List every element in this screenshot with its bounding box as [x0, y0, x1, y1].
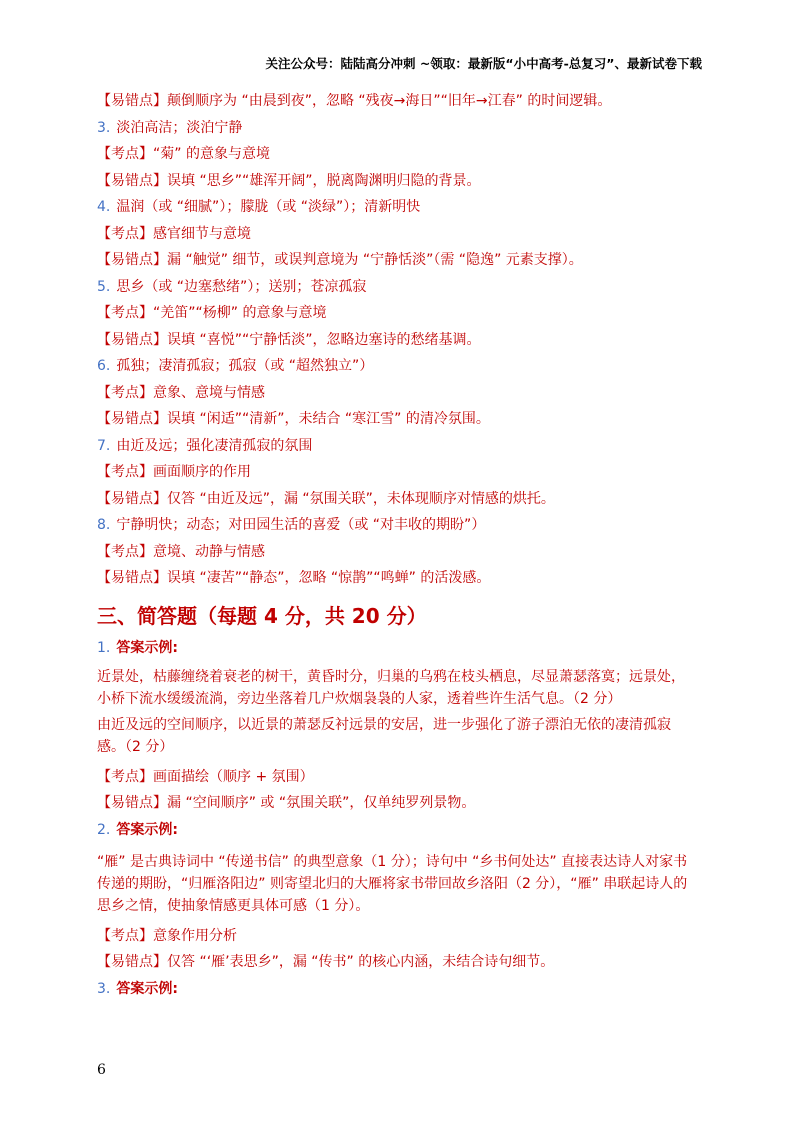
- answer-paragraph: “雁” 是古典诗词中 “传递书信” 的典型意象（1 分）；诗句中 “乡书何处达” 直接表达诗人对家书传递的期盼，“归雁洛阳边” 则寄望北归的大雁将家书带回故乡洛阳（2 分），“雁” 串联起诗人的思乡之情，使抽象情感更具体可感（1 分）。: [97, 853, 688, 914]
- answer-line: [97, 278, 717, 296]
- kaodian-line: 【考点】画面描绘（顺序 + 氛围）: [97, 768, 314, 785]
- answer-line: [97, 516, 717, 534]
- question-number: 3.: [97, 119, 111, 136]
- answer-label: 答案示例:: [116, 980, 178, 997]
- note-line: 【易错点】仅答 “由近及远”，漏 “氛围关联”，未体现顺序对情感的烘托。: [97, 490, 555, 507]
- answer-text: 宁静明快；动态；对田园生活的喜爱（或 “对丰收的期盼”）: [116, 517, 486, 533]
- yicuo-line: 【易错点】漏 “空间顺序” 或 “氛围关联”，仅单纯罗列景物。: [97, 795, 476, 811]
- note-line: 【考点】意境、动静与情感: [97, 543, 265, 560]
- answer-label: 答案示例:: [116, 821, 178, 838]
- yicuo-line: 【易错点】仅答 “‘雁’表思乡”，漏 “传书” 的核心内涵，未结合诗句细节。: [97, 954, 555, 970]
- section-title: 三、简答题（每题 4 分，共 20 分）: [97, 604, 427, 628]
- note-line: 【易错点】误填 “闲适”“清新”，未结合 “寒江雪” 的清冷氛围。: [97, 411, 490, 427]
- fill-answer-list: [97, 92, 717, 587]
- note-line: 【考点】画面顺序的作用: [97, 464, 251, 480]
- note-line: 【易错点】颠倒顺序为 “由晨到夜”，忽略 “残夜→海日”“旧年→江春” 的时间逻辑。: [97, 93, 612, 109]
- note-line: 【易错点】误填 “思乡”“雄浑开阔”，脱离陶渊明归隐的背景。: [97, 172, 481, 189]
- answer-text: 淡泊高洁；淡泊宁静: [116, 119, 243, 136]
- question-number: 1.: [97, 640, 111, 656]
- question-number: 5.: [97, 278, 111, 295]
- kaodian-line: 【考点】意象作用分析: [97, 927, 237, 944]
- note-line: 【考点】“羌笛”“杨柳” 的意象与意境: [97, 305, 327, 321]
- note-line: 【考点】感官细节与意境: [97, 225, 251, 242]
- question-3-heading: [97, 980, 717, 998]
- answer-line: [97, 357, 717, 375]
- note-line: 【考点】意象、意境与情感: [97, 384, 265, 401]
- answer-text: 温润（或 “细腻”）；朦胧（或 “淡绿”）；清新明快: [116, 199, 421, 215]
- question-2-heading: [97, 821, 717, 839]
- note-line: 【易错点】误填 “喜悦”“宁静恬淡”，忽略边塞诗的愁绪基调。: [97, 331, 481, 348]
- question-1-heading: [97, 639, 717, 657]
- answer-label: 答案示例:: [116, 640, 178, 656]
- answer-line: [97, 198, 717, 216]
- question-number: 6.: [97, 358, 111, 374]
- answer-paragraph: 近景处，枯藤缠绕着衰老的树干，黄昏时分，归巢的乌鸦在枝头栖息，尽显萧瑟落寞；远景处，小桥下流水缓缓流淌，旁边坐落着几户炊烟袅袅的人家，透着些许生活气息。（2 分）: [97, 668, 685, 707]
- answer-line: [97, 437, 717, 455]
- answer-line: [97, 119, 717, 137]
- note-line: 【考点】“菊” 的意象与意境: [97, 146, 270, 162]
- page-content: [97, 92, 717, 1006]
- note-line: 【易错点】误填 “凄苦”“静态”，忽略 “惊鹊”“鸣蝉” 的活泼感。: [97, 570, 491, 586]
- page-header: 关注公众号：陆陆高分冲刺 ~领取：最新版“小中高考-总复习”、最新试卷下载: [265, 56, 702, 71]
- page-number: 6: [97, 1062, 106, 1078]
- answer-text: 由近及远；强化凄清孤寂的氛围: [116, 437, 313, 454]
- question-number: 2.: [97, 821, 111, 838]
- question-number: 7.: [97, 437, 111, 454]
- question-number: 3.: [97, 980, 111, 997]
- question-number: 4.: [97, 199, 111, 215]
- note-line: 【易错点】漏 “触觉” 细节，或误判意境为 “宁静恬淡”（需 “隐逸” 元素支撑）。: [97, 252, 583, 268]
- answer-text: 孤独；凄清孤寂；孤寂（或 “超然独立”）: [116, 358, 374, 374]
- answer-text: 思乡（或 “边塞愁绪”）；送别；苍凉孤寂: [116, 278, 367, 295]
- question-number: 8.: [97, 517, 111, 533]
- answer-paragraph: 由近及远的空间顺序，以近景的萧瑟反衬远景的安居，进一步强化了游子漂泊无依的凄清孤寂感。（2 分）: [97, 716, 671, 755]
